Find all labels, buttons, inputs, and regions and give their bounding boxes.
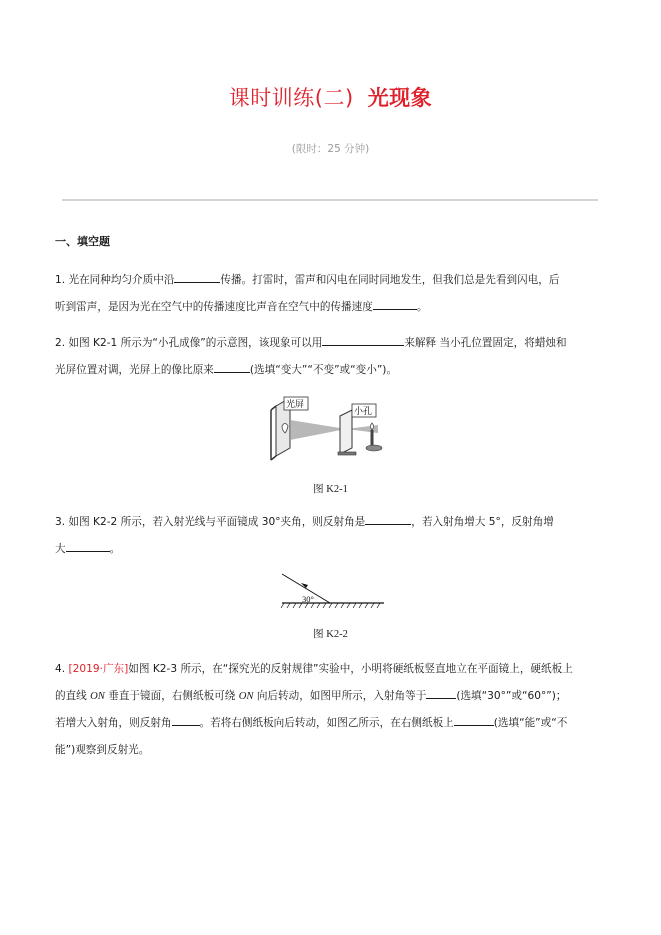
q4-blank-3[interactable] [454,713,494,726]
pinhole-figure [268,392,394,462]
q4-text-3c: (选填“能”或“不 [493,717,568,729]
q1-text-3: 听到雷声，是因为光在空气中的传播速度比声音在空气中的传播速度 [55,301,373,313]
section-heading: 一、填空题 [55,235,110,248]
question-4 [55,656,611,764]
title-main: 光现象 [367,86,433,110]
q4-text-2a: 的直线 [55,690,91,702]
candle-flame [371,423,374,430]
question-2 [55,330,611,384]
q3-blank-2[interactable] [66,539,110,552]
q4-number: 4. [55,663,66,675]
mirror-hatching [281,603,380,608]
q1-text-4: 。 [416,301,428,313]
q4-line-on: ON [90,691,105,702]
q2-text-3: 光屏位置对调，光屏上的像比原来 [55,364,214,376]
q3-text-1: 如图 K2-2 所示，若入射光线与平面镜成 30°夹角，则反射角是 [68,516,366,528]
q2-text-1: 如图 K2-1 所示为“小孔成像”的示意图，该现象可以用 [68,337,323,349]
question-3 [55,509,611,563]
time-limit: (限时：25 分钟) [291,143,370,155]
title-prefix: 课时训练(二) [228,86,354,110]
q4-text-3a: 若增大入射角，则反射角 [55,717,172,729]
q1-number: 1. [55,274,66,286]
q1-blank-2[interactable] [373,297,417,310]
q4-text-2b: 垂直于镜面，右侧纸板可绕 [104,690,239,702]
q4-line-on-2: ON [238,691,254,702]
q1-text-1: 光在同种均匀介质中沿 [68,274,175,286]
q4-text-4: 能”)观察到反射光。 [55,744,150,756]
q4-blank-1[interactable] [426,686,456,699]
q2-number: 2. [55,337,66,349]
divider [62,199,598,201]
q1-blank-1[interactable] [174,270,220,283]
q4-blank-2[interactable] [172,713,200,726]
q3-number: 3. [55,516,66,528]
q3-text-3: 大 [55,543,66,555]
q3-text-2: ，若入射角增大 5°，反射角增 [411,516,554,528]
q3-text-4: 。 [109,543,121,555]
mirror-figure [280,572,386,612]
q4-text-2d: (选填“30°”或“60°”)； [456,690,567,702]
q2-blank-1[interactable] [322,333,404,346]
pinhole-plate [340,410,352,454]
angle-label: 30° [302,594,314,604]
figure-k2-1-caption: 图 K2-1 [313,484,348,495]
q2-text-4: (选填“变大”“不变”或“变小”)。 [249,364,398,376]
q3-blank-1[interactable] [365,512,411,525]
q4-source: [2019·广东] [68,663,129,675]
q2-text-2: 来解释 当小孔位置固定，将蜡烛和 [404,337,567,349]
screen-label: 光屏 [286,400,305,410]
light-rays-screen [290,420,346,440]
q1-text-2: 传播。打雷时，雷声和闪电在同时同地发生，但我们总是先看到闪电，后 [220,274,560,286]
question-1 [55,267,611,321]
hole-label: 小孔 [354,407,373,417]
figure-k2-2-caption: 图 K2-2 [313,629,348,640]
q4-text-3b: 。若将右侧纸板向后转动，如图乙所示，在右侧纸板上 [199,717,454,729]
page-title [0,82,661,112]
q4-text-1: 如图 K2-3 所示，在“探究光的反射规律”实验中，小明将硬纸板竖直地立在平面镜上，硬纸板上 [128,663,573,675]
q4-text-2c: 向后转动，如图甲所示，入射角等于 [253,690,427,702]
q2-blank-2[interactable] [214,360,250,373]
